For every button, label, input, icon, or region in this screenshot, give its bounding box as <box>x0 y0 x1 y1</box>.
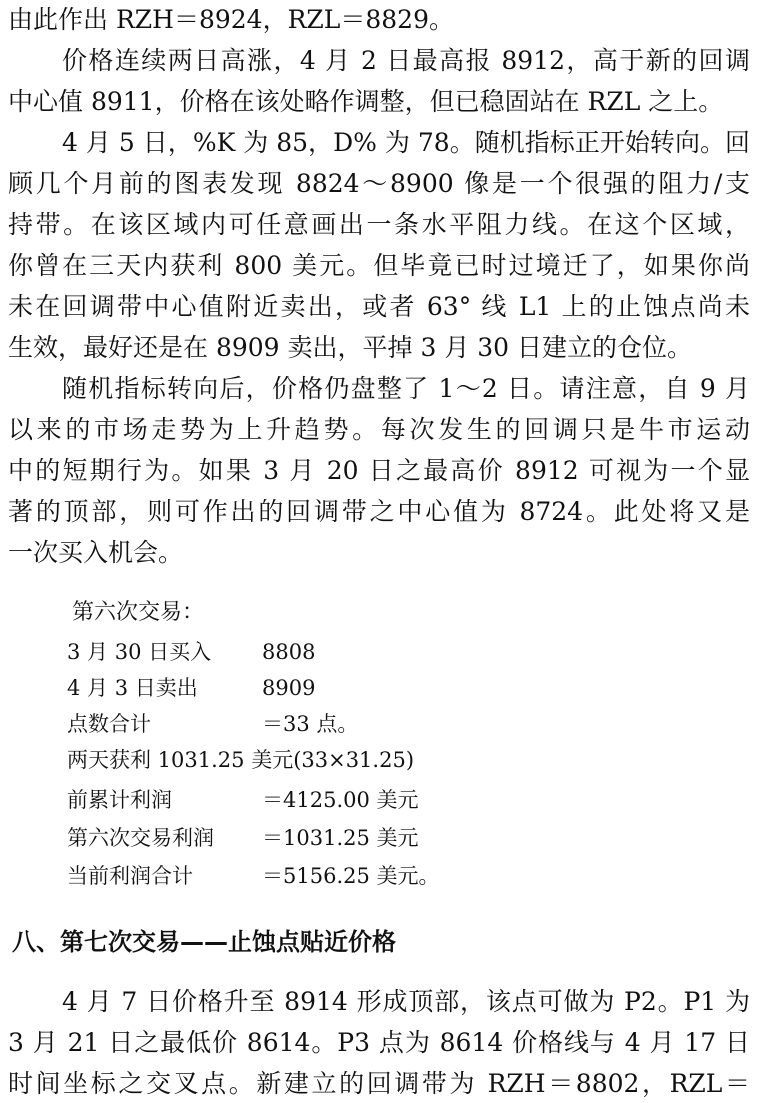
paragraph-5-line-1: 4 月 7 日价格升至 8914 形成顶部，该点可做为 P2。P1 为 <box>62 987 750 1016</box>
trade-row-value: ＝5156.25 美元。 <box>262 864 440 888</box>
trade-row <box>0 823 758 853</box>
paragraph-3-line-5: 未在回调带中心值附近卖出，或者 63° 线 L1 上的止蚀点尚未 <box>8 292 750 321</box>
paragraph-2-line-2: 中心值 8911，价格在该处略作调整，但已稳固站在 RZL 之上。 <box>8 87 724 116</box>
trade-row-label: 4 月 3 日卖出 <box>67 676 198 700</box>
paragraph-3-line-2: 顾几个月前的图表发现 8824～8900 像是一个很强的阻力/支 <box>8 169 750 198</box>
trade-row <box>0 637 758 667</box>
trade-row-value: 8808 <box>262 640 316 664</box>
trade-summary-title: 第六次交易： <box>72 600 205 625</box>
paragraph-4-line-1: 随机指标转向后，价格仍盘整了 1～2 日。请注意，自 9 月 <box>62 374 750 403</box>
paragraph-3-line-3: 持带。在该区域内可任意画出一条水平阻力线。在这个区域， <box>8 210 750 239</box>
trade-row-label: 点数合计 <box>67 712 151 736</box>
paragraph-5-line-3: 时间坐标之交叉点。新建立的回调带为 RZH＝8802，RZL＝ <box>8 1069 750 1098</box>
trade-row-value: ＝33 点。 <box>262 712 359 736</box>
trade-row-label: 3 月 30 日买入 <box>67 640 212 664</box>
paragraph-4-line-3: 中的短期行为。如果 3 月 20 日之最高价 8912 可视为一个显 <box>8 456 750 485</box>
trade-row <box>0 745 758 775</box>
trade-row-value: 8909 <box>262 676 316 700</box>
paragraph-1-line-1: 由此作出 RZH＝8924，RZL＝8829。 <box>8 5 454 34</box>
paragraph-5-line-2: 3 月 21 日之最低价 8614。P3 点为 8614 价格线与 4 月 17 日 <box>8 1028 750 1057</box>
paragraph-3-line-1: 4 月 5 日，%K 为 85，D% 为 78。随机指标正开始转向。回 <box>62 128 750 157</box>
trade-row <box>0 785 758 815</box>
trade-row <box>0 709 758 739</box>
paragraph-2-line-1: 价格连续两日高涨，4 月 2 日最高报 8912，高于新的回调 <box>62 46 750 75</box>
trade-row-label: 第六次交易利润 <box>67 826 214 850</box>
paragraph-4-line-5: 一次买入机会。 <box>8 538 184 567</box>
paragraph-3-line-6: 生效，最好还是在 8909 卖出，平掉 3 月 30 日建立的仓位。 <box>8 333 693 362</box>
trade-row-value: ＝1031.25 美元 <box>262 826 419 850</box>
paragraph-4-line-2: 以来的市场走势为上升趋势。每次发生的回调只是牛市运动 <box>8 415 750 444</box>
trade-row-value: ＝4125.00 美元 <box>262 788 419 812</box>
paragraph-3-line-4: 你曾在三天内获利 800 美元。但毕竟已时过境迁了，如果你尚 <box>8 251 750 280</box>
paragraph-4-line-4: 著的顶部，则可作出的回调带之中心值为 8724。此处将又是 <box>8 497 750 526</box>
trade-row <box>0 673 758 703</box>
section-heading: 八、第七次交易——止蚀点贴近价格 <box>12 928 396 956</box>
trade-row <box>0 861 758 891</box>
trade-row-label: 当前利润合计 <box>67 864 193 888</box>
trade-row-label: 两天获利 1031.25 美元(33×31.25) <box>67 748 415 772</box>
trade-row-label: 前累计利润 <box>67 788 172 812</box>
